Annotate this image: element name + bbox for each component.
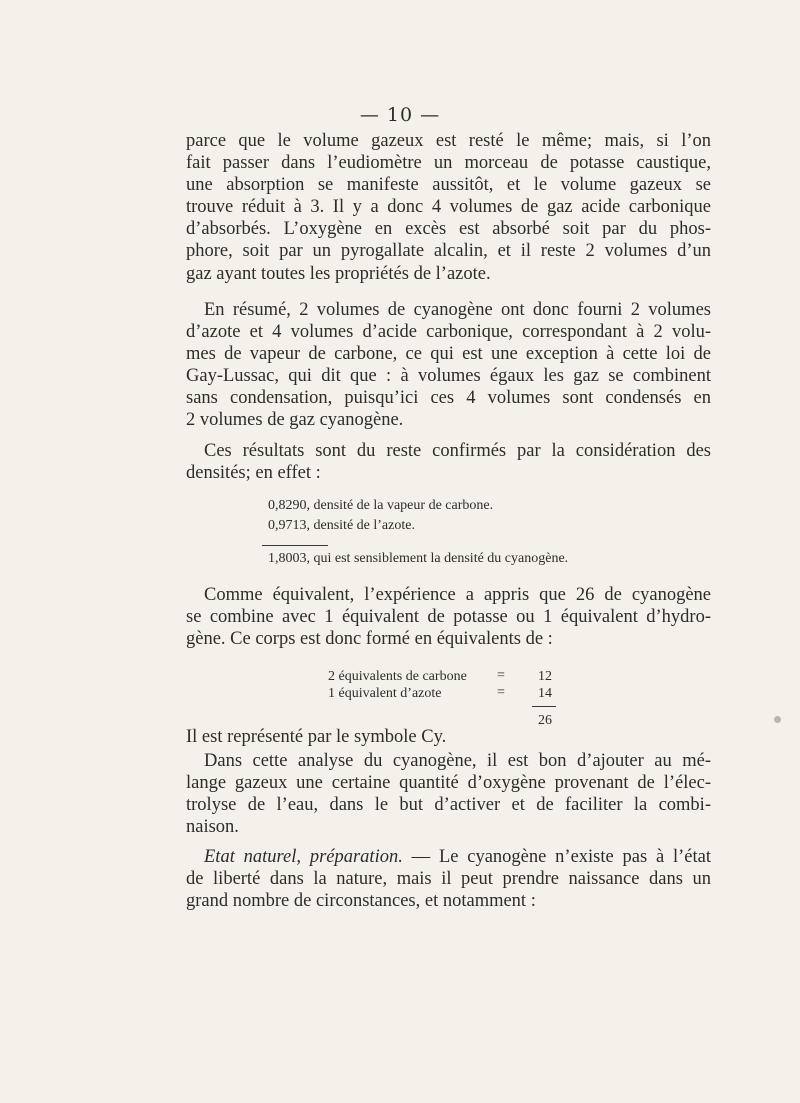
text-line [186,846,711,868]
paragraph-4 [186,584,711,650]
density-row: 0,9713, densité de l’azote. [268,518,415,533]
text-line: gaz ayant toutes les propriétés de l’azote. [186,263,491,284]
text-line: naison. [186,817,239,838]
text-line: Dans cette analyse du cyanogène, il est bon d’ajouter au mé- [204,751,711,771]
text-line: parce que le volume gazeux est resté le même; mais, si l’on [186,131,711,151]
sum-rule [262,545,328,546]
text-line: lange gazeux une certaine quantité d’oxygène provenant de l’élec- [186,773,711,794]
equivalent-equals: = [497,668,505,683]
text-line: Gay-Lussac, qui dit que : à volumes égaux les gaz se combinent [186,366,711,387]
paragraph-1 [186,130,711,285]
text-line: Ces résultats sont du reste confirmés par la considération des [204,441,711,461]
text-line: se combine avec 1 équivalent de potasse ou 1 équivalent d’hydro- [186,607,711,628]
paragraph-2 [186,299,711,432]
text-line: grand nombre de circonstances, et notamment : [186,891,536,912]
paper-speck [774,716,781,723]
text-line: fait passer dans l’eudiomètre un morceau de potasse caustique, [186,153,711,174]
equivalent-label: 1 équivalent d’azote [328,686,442,701]
equivalent-equals: = [497,685,505,700]
text-line: En résumé, 2 volumes de cyanogène ont donc fourni 2 volumes [204,300,711,320]
paragraph-3 [186,440,711,484]
text-line: Il est représenté par le symbole Cy. [186,727,447,747]
text-line: Comme équivalent, l’expérience a appris que 26 de cyanogène [204,585,711,605]
equivalent-value: 14 [538,686,552,701]
paragraph-6 [186,750,711,838]
paragraph-5 [186,726,711,748]
text-line: gène. Ce corps est donc formé en équivalents de : [186,629,553,650]
density-row: 0,8290, densité de la vapeur de carbone. [268,498,494,513]
text-line: d’absorbés. L’oxygène en excès est absorbé soit par du phos- [186,219,711,240]
equivalent-total: 26 [538,713,552,728]
text-line: d’azote et 4 volumes d’acide carbonique, correspondant à 2 volu- [186,322,711,343]
text-line: trolyse de l’eau, dans le but d’activer et de faciliter la combi- [186,795,711,816]
section-heading: Etat naturel, préparation. [204,847,403,867]
text-line: densités; en effet : [186,463,321,484]
density-total: 1,8003, qui est sensiblement la densité du cyanogène. [268,551,569,566]
page-number: — 10 — [359,104,441,126]
sum-rule [532,706,556,707]
text-line: une absorption se manifeste aussitôt, et le volume gazeux se [186,175,711,196]
text-line: de liberté dans la nature, mais il peut prendre naissance dans un [186,869,711,890]
paragraph-7 [186,846,711,912]
text-line: sans condensation, puisqu’ici ces 4 volumes sont condensés en [186,388,711,409]
text-line: trouve réduit à 3. Il y a donc 4 volumes de gaz acide carbonique [186,197,711,218]
equivalent-value: 12 [538,669,552,684]
text-line: mes de vapeur de carbone, ce qui est une exception à cette loi de [186,344,711,365]
equivalent-label: 2 équivalents de carbone [328,669,467,684]
text-fragment: — Le cyanogène n’existe pas à l’état [402,847,712,867]
text-line: 2 volumes de gaz cyanogène. [186,410,404,431]
text-line: phore, soit par un pyrogallate alcalin, et il reste 2 volumes d’un [186,241,711,262]
